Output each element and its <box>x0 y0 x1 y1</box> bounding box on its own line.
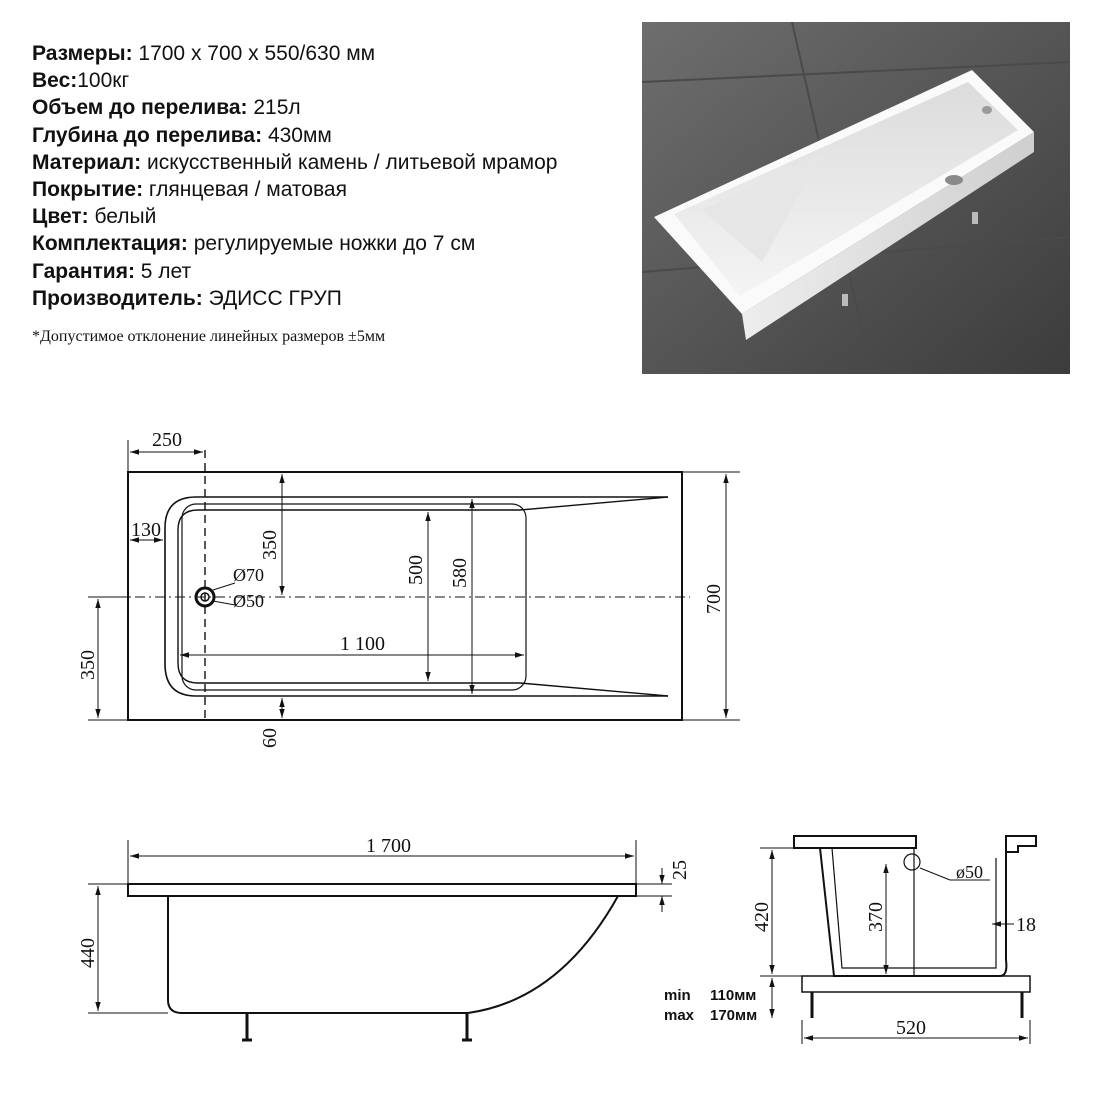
dim-o70: Ø70 <box>233 565 264 585</box>
dim-25: 25 <box>669 860 691 880</box>
min-label: min <box>664 987 691 1004</box>
end-view <box>760 836 1036 1044</box>
spec-warranty: Гарантия: 5 лет <box>32 259 192 283</box>
spec-coating: Покрытие: глянцевая / матовая <box>32 178 347 202</box>
spec-material: Материал: искусственный камень / литьевой мрамор <box>32 150 558 174</box>
spec-manufacturer: Производитель: ЭДИСС ГРУП <box>32 286 342 310</box>
max-value: 170мм <box>710 1007 758 1024</box>
dim-130: 130 <box>131 519 161 541</box>
dim-350-left: 350 <box>77 650 99 680</box>
min-value: 110мм <box>710 987 757 1004</box>
dim-18: 18 <box>1016 914 1036 936</box>
dim-440: 440 <box>77 938 99 968</box>
dim-250: 250 <box>152 429 182 451</box>
dim-370: 370 <box>865 902 887 932</box>
spec-size: Размеры: 1700 х 700 х 550/630 мм <box>32 42 376 65</box>
spec-weight: Вес:100кг <box>32 69 130 93</box>
dim-420: 420 <box>751 902 773 932</box>
dim-o50: Ø50 <box>233 591 264 611</box>
dim-1100: 1 100 <box>340 633 385 655</box>
dim-o50-end: ø50 <box>956 862 983 882</box>
dim-500: 500 <box>405 555 427 585</box>
spec-kit: Комплектация: регулируемые ножки до 7 см <box>32 232 476 256</box>
dim-60: 60 <box>259 728 281 748</box>
spec-depth: Глубина до перелива: 430мм <box>32 123 332 147</box>
tolerance-note: *Допустимое отклонение линейных размеров ±5мм <box>32 328 386 345</box>
max-label: max <box>664 1007 695 1024</box>
spec-color: Цвет: белый <box>32 205 157 229</box>
dim-700: 700 <box>703 584 725 614</box>
dim-580: 580 <box>449 558 471 588</box>
spec-volume: Объем до перелива: 215л <box>32 96 301 120</box>
dim-350-top: 350 <box>259 530 281 560</box>
dim-520: 520 <box>896 1017 926 1039</box>
side-view <box>88 840 672 1040</box>
dim-1700: 1 700 <box>366 835 411 857</box>
